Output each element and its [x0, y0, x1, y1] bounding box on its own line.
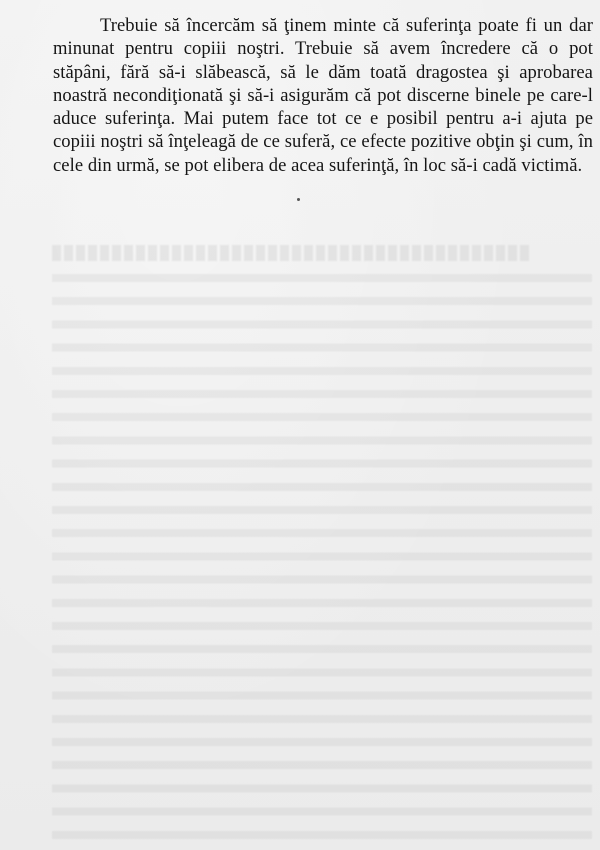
body-text	[53, 14, 593, 177]
bleed-through-heading	[52, 245, 532, 261]
ink-speck	[297, 198, 300, 201]
paragraph: Trebuie să încercăm să ţinem minte că suferinţa poate fi un dar minunat pentru copiii noştri. Trebuie să avem încredere că o pot stăpâni, fără să-i slăbească, să le dăm toată dragostea şi aprobarea noastră necondiţionată şi să-i asigurăm că pot discerne binele pe care-l aduce suferinţa. Mai putem face tot ce e posibil pentru a-i ajuta pe copiii noştri să înţeleagă de ce suferă, ce efecte pozitive obţin şi cum, în cele din urmă, se pot elibera de acea suferinţă, în loc să-i cadă victimă.	[53, 15, 593, 176]
bleed-through-texture	[52, 262, 592, 850]
